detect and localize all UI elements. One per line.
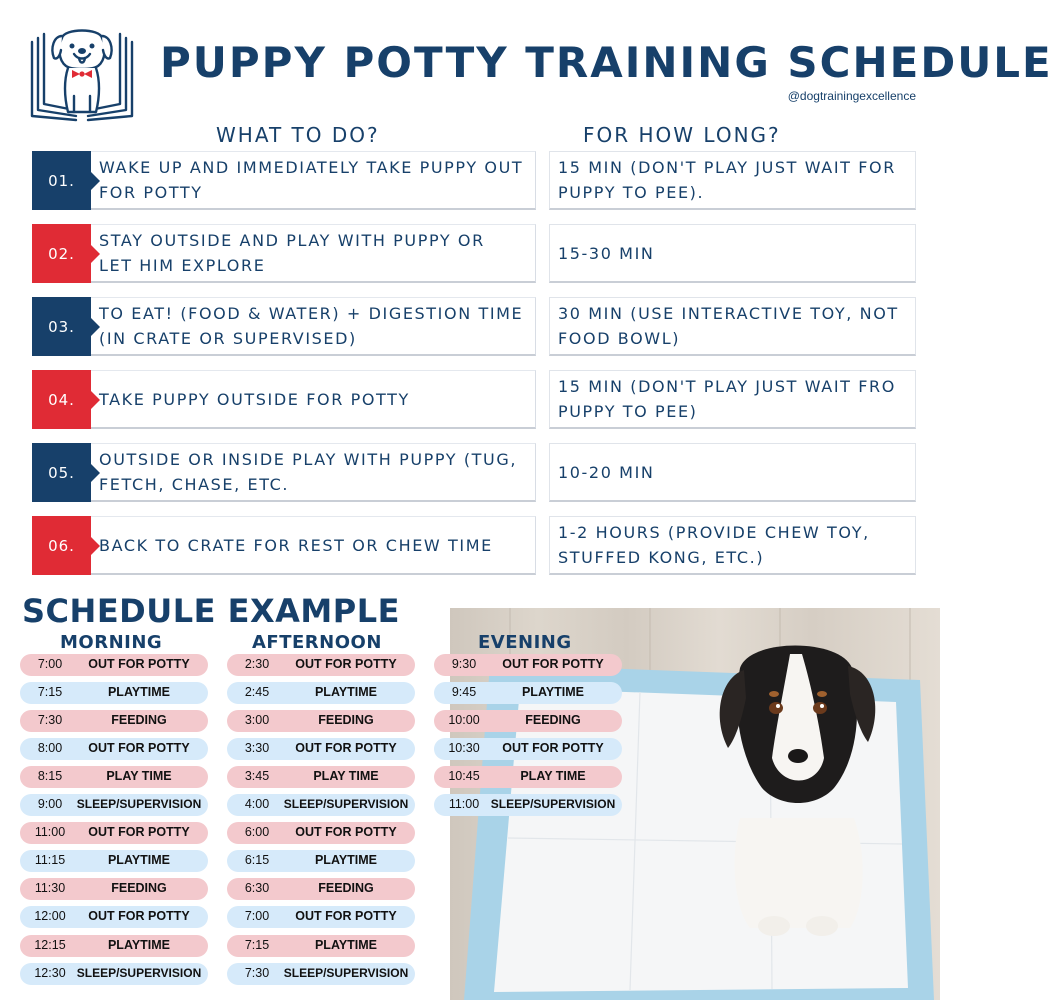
schedule-time: 7:30 [244,966,270,980]
schedule-activity: OUT FOR POTTY [88,909,190,923]
schedule-activity: OUT FOR POTTY [502,657,604,671]
schedule-activity: OUT FOR POTTY [295,825,397,839]
schedule-time: 9:30 [451,657,477,671]
schedule-activity: PLAY TIME [520,769,586,783]
puppy-book-logo-icon [26,20,138,126]
schedule-item [434,766,622,788]
schedule-time: 11:00 [34,825,66,839]
schedule-item [227,822,415,844]
schedule-item [227,935,415,957]
step-duration: 1-2 HOURS (PROVIDE CHEW TOY, STUFFED KONG, ETC.) [549,516,916,575]
step-number: 05. [32,443,91,502]
step-row [32,515,918,576]
schedule-title: SCHEDULE EXAMPLE [22,592,400,630]
schedule-time: 11:00 [448,797,480,811]
step-duration: 15 MIN (DON'T PLAY JUST WAIT FOR PUPPY TO PEE). [549,151,916,210]
schedule-item [227,878,415,900]
schedule-time: 12:00 [34,909,66,923]
schedule-item [20,794,208,816]
schedule-item [227,794,415,816]
schedule-time: 11:30 [34,881,66,895]
schedule-item [20,710,208,732]
schedule-item [20,682,208,704]
schedule-item [227,738,415,760]
schedule-activity: OUT FOR POTTY [88,741,190,755]
schedule-activity: PLAYTIME [107,938,171,952]
schedule-time: 6:30 [244,881,270,895]
schedule-time: 7:15 [37,685,63,699]
schedule-activity: PLAYTIME [107,685,171,699]
schedule-item [20,878,208,900]
step-task: TAKE PUPPY OUTSIDE FOR POTTY [91,370,536,429]
step-number: 01. [32,151,91,210]
page-title: PUPPY POTTY TRAINING SCHEDULE [160,38,1053,87]
schedule-time: 7:00 [37,657,63,671]
schedule-item [227,906,415,928]
step-row [32,296,918,357]
schedule-time: 10:30 [448,741,480,755]
step-number: 03. [32,297,91,356]
schedule-item [20,654,208,676]
schedule-activity: OUT FOR POTTY [295,741,397,755]
schedule-item [20,822,208,844]
schedule-time: 3:45 [244,769,270,783]
schedule-activity: OUT FOR POTTY [88,657,190,671]
evening-heading: EVENING [478,632,572,653]
schedule-activity: SLEEP/SUPERVISION [76,966,202,980]
schedule-time: 6:15 [244,853,270,867]
step-row [32,150,918,211]
schedule-item [20,850,208,872]
step-number: 02. [32,224,91,283]
schedule-activity: FEEDING [111,881,167,895]
schedule-time: 3:30 [244,741,270,755]
schedule-item [227,766,415,788]
step-duration: 15-30 MIN [549,224,916,283]
step-number: 06. [32,516,91,575]
schedule-activity: PLAY TIME [313,769,379,783]
schedule-activity: OUT FOR POTTY [295,657,397,671]
step-duration: 15 MIN (DON'T PLAY JUST WAIT FRO PUPPY TO PEE) [549,370,916,429]
schedule-activity: PLAYTIME [314,685,378,699]
schedule-item [434,654,622,676]
schedule-time: 8:00 [37,741,63,755]
schedule-activity: FEEDING [318,713,374,727]
schedule-time: 3:00 [244,713,270,727]
step-task: BACK TO CRATE FOR REST OR CHEW TIME [91,516,536,575]
schedule-item [227,654,415,676]
schedule-item [434,682,622,704]
step-task: WAKE UP AND IMMEDIATELY TAKE PUPPY OUT FOR POTTY [91,151,536,210]
schedule-item [20,935,208,957]
step-task: OUTSIDE OR INSIDE PLAY WITH PUPPY (TUG, FETCH, CHASE, ETC. [91,443,536,502]
schedule-time: 10:00 [448,713,480,727]
schedule-activity: PLAYTIME [314,853,378,867]
schedule-time: 7:00 [244,909,270,923]
schedule-item [20,963,208,985]
schedule-time: 6:00 [244,825,270,839]
schedule-item [20,766,208,788]
schedule-time: 4:00 [244,797,270,811]
schedule-activity: OUT FOR POTTY [502,741,604,755]
step-task: STAY OUTSIDE AND PLAY WITH PUPPY OR LET HIM EXPLORE [91,224,536,283]
schedule-time: 10:45 [448,769,480,783]
schedule-time: 7:15 [244,938,270,952]
schedule-item [20,906,208,928]
schedule-activity: PLAYTIME [521,685,585,699]
schedule-item [227,850,415,872]
schedule-time: 11:15 [34,853,66,867]
column-header-what: WHAT TO DO? [216,123,380,147]
schedule-activity: OUT FOR POTTY [88,825,190,839]
column-header-how-long: FOR HOW LONG? [583,123,781,147]
schedule-time: 2:45 [244,685,270,699]
schedule-item [434,794,622,816]
step-duration: 10-20 MIN [549,443,916,502]
schedule-item [20,738,208,760]
schedule-activity: PLAY TIME [106,769,172,783]
schedule-time: 12:30 [34,966,66,980]
schedule-activity: SLEEP/SUPERVISION [283,797,409,811]
schedule-item [434,710,622,732]
step-duration: 30 MIN (USE INTERACTIVE TOY, NOT FOOD BOWL) [549,297,916,356]
schedule-activity: SLEEP/SUPERVISION [490,797,616,811]
schedule-time: 9:45 [451,685,477,699]
schedule-time: 7:30 [37,713,63,727]
schedule-time: 9:00 [37,797,63,811]
schedule-activity: FEEDING [525,713,581,727]
schedule-activity: FEEDING [111,713,167,727]
schedule-activity: OUT FOR POTTY [295,909,397,923]
morning-heading: MORNING [60,632,163,653]
step-row [32,223,918,284]
step-row [32,369,918,430]
schedule-activity: SLEEP/SUPERVISION [283,966,409,980]
step-number: 04. [32,370,91,429]
schedule-activity: FEEDING [318,881,374,895]
schedule-item [434,738,622,760]
schedule-time: 2:30 [244,657,270,671]
schedule-time: 8:15 [37,769,63,783]
social-handle: @dogtrainingexcellence [787,89,916,103]
schedule-item [227,710,415,732]
schedule-item [227,682,415,704]
schedule-activity: SLEEP/SUPERVISION [76,797,202,811]
schedule-time: 12:15 [34,938,66,952]
schedule-activity: PLAYTIME [314,938,378,952]
step-task: TO EAT! (FOOD & WATER) + DIGESTION TIME (IN CRATE OR SUPERVISED) [91,297,536,356]
step-row [32,442,918,503]
schedule-item [227,963,415,985]
afternoon-heading: AFTERNOON [252,632,382,653]
schedule-activity: PLAYTIME [107,853,171,867]
